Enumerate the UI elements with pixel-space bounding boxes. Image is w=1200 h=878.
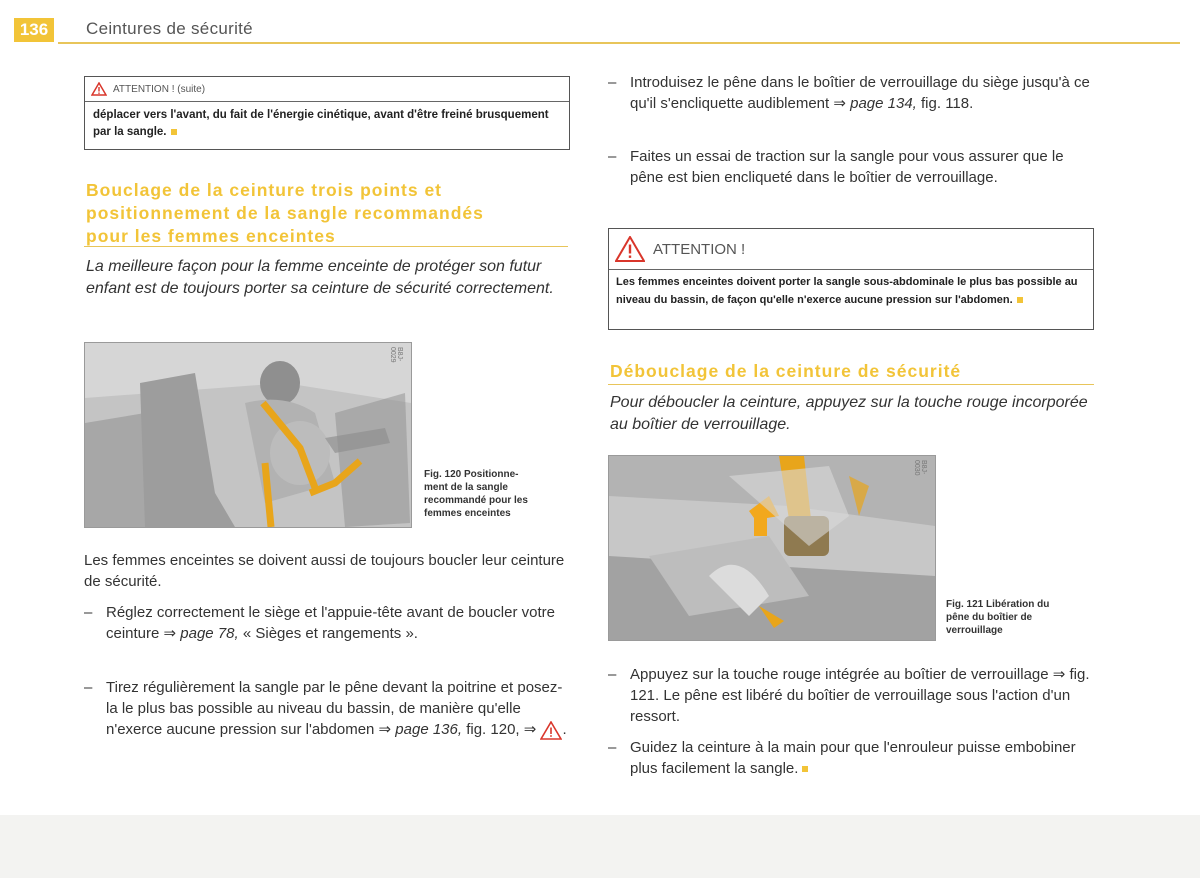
- figure-code: B8J-0029: [389, 347, 403, 363]
- end-square-icon: [171, 129, 177, 135]
- warning-triangle-icon[interactable]: [540, 721, 562, 740]
- warning-triangle-icon: [91, 82, 107, 96]
- caption-line: verrouillage: [946, 625, 1003, 636]
- bullet-text: Introduisez le pêne dans le boîtier de verrouillage du siège jusqu'à ce qu'il s'encliquette audiblement ⇒: [630, 74, 1090, 112]
- warning-continued-box: [84, 76, 570, 150]
- bullet-text-after: fig. 120, ⇒: [466, 721, 537, 738]
- bullet-text: Réglez correctement le siège et l'appuie-tête avant de boucler votre ceinture ⇒: [106, 604, 555, 642]
- page-number: 136: [14, 18, 54, 42]
- bullet-text: Guidez la ceinture à la main pour que l'enrouleur puisse embobiner plus facilement la sangle.: [630, 739, 1076, 777]
- warning-continued-label: ATTENTION ! (suite): [113, 83, 206, 95]
- section-intro: La meilleure façon pour la femme enceinte de protéger son futur enfant est de toujours porter sa ceinture de sécurité correctement.: [86, 258, 554, 297]
- warning-box: [608, 228, 1094, 330]
- caption-line: femmes enceintes: [424, 508, 511, 519]
- bullet-item: – Guidez la ceinture à la main pour que l'enrouleur puisse embobiner plus facilement la sangle.: [608, 739, 1076, 777]
- warning-header: [609, 229, 1093, 270]
- bullet-text: Tirez régulièrement la sangle par le pêne devant la poitrine et posez-la le plus bas possible au niveau du bassin, de manière qu'elle n'exerce aucune pression sur l'abdomen ⇒: [106, 679, 563, 738]
- end-square-icon: [1017, 297, 1023, 303]
- bullet-text-after: fig. 118.: [921, 95, 974, 112]
- page-reference-link[interactable]: page 136,: [395, 721, 463, 738]
- bullet-item: – Introduisez le pêne dans le boîtier de verrouillage du siège jusqu'à ce qu'il s'encliquette audiblement ⇒ page 134, fig. 118.: [608, 74, 1090, 112]
- page-reference-link[interactable]: page 78,: [180, 625, 239, 642]
- bullet-text-after: « Sièges et rangements ».: [242, 625, 418, 642]
- page-bottom-band: [0, 815, 1200, 878]
- bullet-item: – Réglez correctement le siège et l'appuie-tête avant de boucler votre ceinture ⇒ page 78, « Sièges et rangements ».: [84, 604, 555, 642]
- caption-line: recommandé pour les: [424, 495, 528, 506]
- section-rule: [608, 384, 1094, 385]
- section-title-line: pour les femmes enceintes: [86, 226, 336, 246]
- buckle-release-illustration: [609, 456, 935, 640]
- page-header-title: Ceintures de sécurité: [86, 19, 253, 38]
- bullet-item: – Faites un essai de traction sur la sangle pour vous assurer que le pêne est bien encliqueté dans le boîtier de verrouillage.: [608, 148, 1064, 186]
- bullet-text: Faites un essai de traction sur la sangle pour vous assurer que le pêne est bien encliqueté dans le boîtier de verrouillage.: [630, 148, 1064, 186]
- section-title-debouclage: Débouclage de la ceinture de sécurité: [610, 361, 962, 381]
- section-title-line: Bouclage de la ceinture trois points et: [86, 180, 443, 200]
- section-rule: [84, 246, 568, 247]
- caption-line: ment de la sangle: [424, 482, 508, 493]
- warning-continued-body: [85, 102, 569, 146]
- bullet-item: – Appuyez sur la touche rouge intégrée au boîtier de verrouillage ⇒ fig. 121. Le pêne est libéré du boîtier de verrouillage sous l'action d'un ressort.: [608, 666, 1090, 725]
- figure-121-caption: [946, 598, 1096, 637]
- bullet-text: Appuyez sur la touche rouge intégrée au boîtier de verrouillage ⇒ fig. 121. Le pêne est libéré du boîtier de verrouillage sous l'action d'un ressort.: [630, 666, 1090, 725]
- figure-120-image: [84, 342, 412, 528]
- header-rule: [58, 42, 1180, 44]
- section-title-bouclage: [86, 179, 576, 248]
- page-reference-link[interactable]: page 134,: [850, 95, 917, 112]
- end-square-icon: [802, 766, 808, 772]
- warning-continued-text: déplacer vers l'avant, du fait de l'énergie cinétique, avant d'être freiné brusquement par la sangle.: [93, 109, 549, 138]
- paragraph-femmes-enceintes: Les femmes enceintes se doivent aussi de toujours boucler leur ceinture de sécurité.: [84, 552, 565, 590]
- section-intro: Pour déboucler la ceinture, appuyez sur la touche rouge incorporée au boîtier de verrouillage.: [610, 394, 1088, 433]
- warning-text: Les femmes enceintes doivent porter la sangle sous-abdominale le plus bas possible au niveau du bassin, de façon qu'elle n'exerce aucune pression sur l'abdomen.: [616, 276, 1078, 306]
- caption-line: Fig. 121 Libération du: [946, 599, 1050, 610]
- figure-121-image: [608, 455, 936, 641]
- pregnant-driver-illustration: [85, 343, 411, 527]
- warning-label: ATTENTION !: [653, 240, 746, 258]
- section-title-line: positionnement de la sangle recommandés: [86, 203, 484, 223]
- bullet-item: – Tirez régulièrement la sangle par le pêne devant la poitrine et posez-la le plus bas possible au niveau du bassin, de manière qu'elle n'exerce aucune pression sur l'abdomen ⇒ page 136, fig. 120, ⇒ .: [84, 679, 567, 738]
- caption-line: pêne du boîtier de: [946, 612, 1033, 623]
- figure-120-caption: [424, 468, 564, 520]
- figure-code: B8J-0030: [913, 460, 927, 476]
- warning-continued-header: [85, 77, 569, 102]
- warning-triangle-icon: [615, 236, 645, 262]
- warning-body: [609, 270, 1093, 312]
- caption-line: Fig. 120 Positionne-: [424, 469, 519, 480]
